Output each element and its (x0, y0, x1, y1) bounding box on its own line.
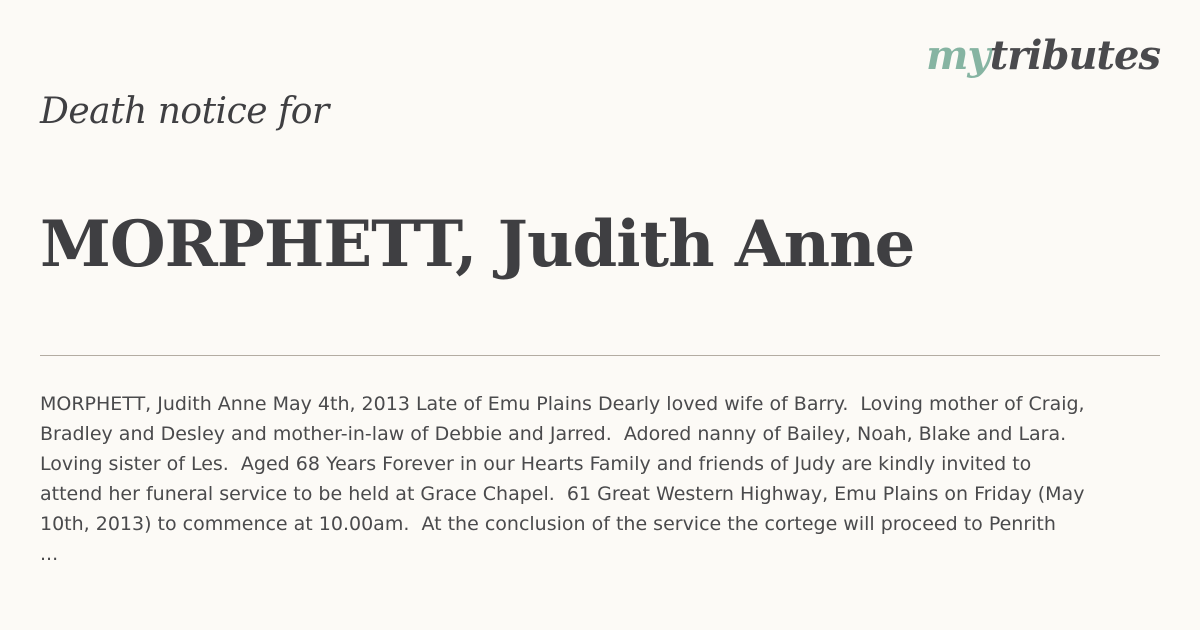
divider (40, 355, 1160, 356)
deceased-name: MORPHETT, Judith Anne (40, 207, 915, 282)
mytributes-logo[interactable] (926, 32, 1160, 79)
logo-my-text: my (926, 32, 990, 79)
logo-tributes-text: tributes (989, 32, 1160, 79)
death-notice-label: Death notice for (40, 91, 329, 132)
notice-line: attend her funeral service to be held at Grace Chapel. 61 Great Western Highway, Emu Plains on Friday (May (40, 483, 1085, 505)
notice-line: 10th, 2013) to commence at 10.00am. At the conclusion of the service the cortege will proceed to Penrith (40, 513, 1056, 535)
notice-line: MORPHETT, Judith Anne May 4th, 2013 Late of Emu Plains Dearly loved wife of Barry. Loving mother of Craig, (40, 393, 1085, 415)
notice-line: Loving sister of Les. Aged 68 Years Forever in our Hearts Family and friends of Judy are kindly invited to (40, 453, 1032, 475)
notice-text (40, 389, 1160, 569)
notice-line: Bradley and Desley and mother-in-law of Debbie and Jarred. Adored nanny of Bailey, Noah, Blake and Lara. (40, 423, 1067, 445)
notice-ellipsis: ... (40, 543, 59, 565)
